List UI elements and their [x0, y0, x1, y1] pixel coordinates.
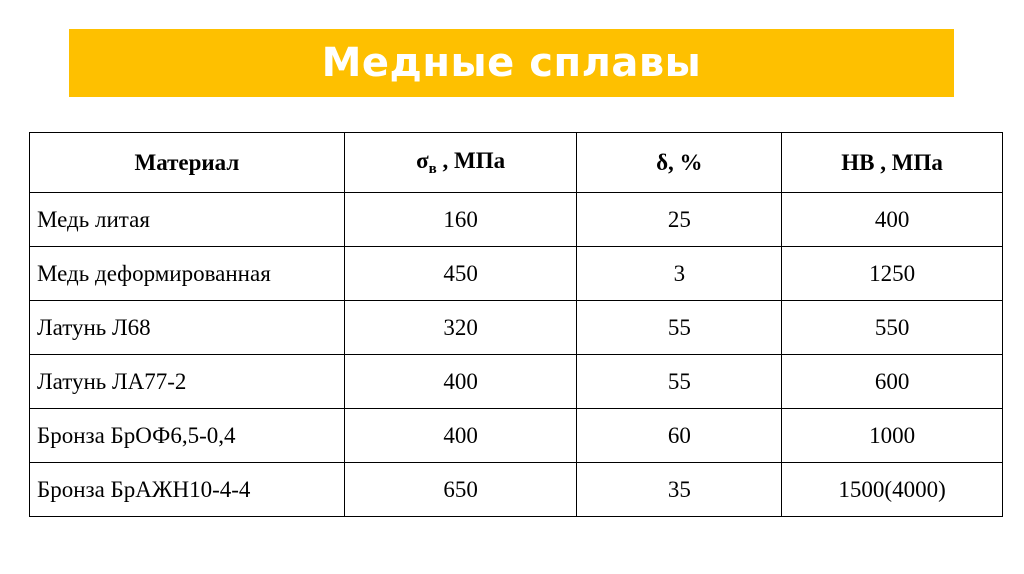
cell-sigma: 400 [344, 355, 577, 409]
cell-hb: 400 [782, 193, 1003, 247]
table-row [30, 409, 1003, 463]
cell-delta: 35 [577, 463, 782, 517]
cell-hb: 600 [782, 355, 1003, 409]
table-row [30, 301, 1003, 355]
cell-hb: 1500(4000) [782, 463, 1003, 517]
header-material: Материал [30, 133, 345, 193]
table-row [30, 247, 1003, 301]
cell-delta: 3 [577, 247, 782, 301]
header-hb: HB , МПа [782, 133, 1003, 193]
header-delta: δ, % [577, 133, 782, 193]
cell-delta: 55 [577, 355, 782, 409]
cell-material: Латунь Л68 [30, 301, 345, 355]
header-sigma [344, 133, 577, 193]
table-row [30, 463, 1003, 517]
cell-sigma: 400 [344, 409, 577, 463]
sigma-unit: , МПа [436, 147, 506, 173]
cell-hb: 1000 [782, 409, 1003, 463]
cell-hb: 550 [782, 301, 1003, 355]
cell-delta: 55 [577, 301, 782, 355]
table-header-row [30, 133, 1003, 193]
title-banner [69, 29, 954, 97]
table-row [30, 193, 1003, 247]
cell-material: Медь деформированная [30, 247, 345, 301]
cell-sigma: 320 [344, 301, 577, 355]
cell-hb: 1250 [782, 247, 1003, 301]
cell-sigma: 160 [344, 193, 577, 247]
table-row [30, 355, 1003, 409]
cell-material: Медь литая [30, 193, 345, 247]
cell-material: Латунь ЛА77-2 [30, 355, 345, 409]
cell-material: Бронза БрОФ6,5-0,4 [30, 409, 345, 463]
page-title: Медные сплавы [321, 40, 702, 86]
cell-sigma: 650 [344, 463, 577, 517]
cell-sigma: 450 [344, 247, 577, 301]
alloy-table [29, 132, 1003, 517]
sigma-symbol: σ [416, 147, 429, 173]
sigma-subscript: в [428, 160, 437, 177]
cell-delta: 25 [577, 193, 782, 247]
cell-material: Бронза БрАЖН10-4-4 [30, 463, 345, 517]
cell-delta: 60 [577, 409, 782, 463]
